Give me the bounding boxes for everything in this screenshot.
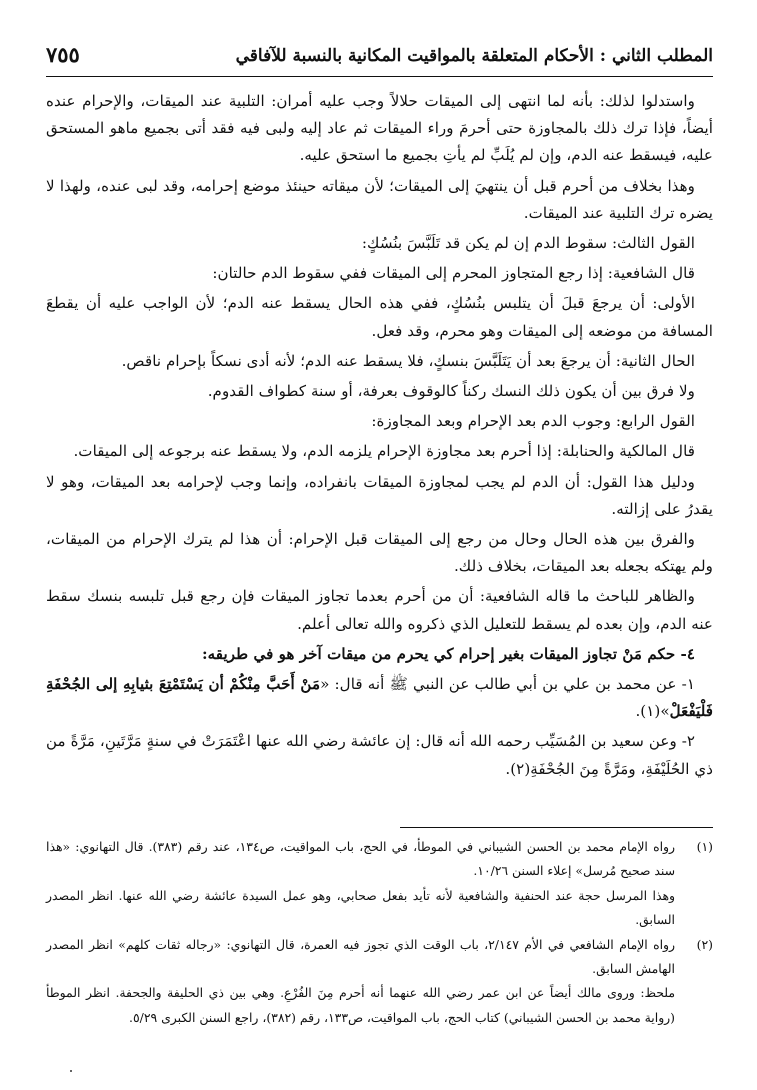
- footnote-text: [46, 933, 675, 1031]
- hadith-1: [46, 671, 713, 725]
- paragraph: والفرق بين هذه الحال وحال من رجع إلى الميقات قبل الإحرام: أن هذا لم يترك الإحرام من الميقات، ولم يهتكه بجعله بعد الميقات، بخلاف ذلك.: [46, 530, 713, 576]
- running-header: [46, 40, 713, 77]
- footnote-separator: [400, 827, 713, 828]
- footnote-1: [46, 835, 713, 933]
- footnote-number: (٢): [696, 936, 713, 952]
- paragraph: ودليل هذا القول: أن الدم لم يجب لمجاوزة الميقات بانفراده، وإنما وجب لإحرامه بعد الميقات، وهو لا يقدرُ على إزالته.: [46, 472, 713, 518]
- footnote-line: ملحظ: وروى مالك أيضاً عن ابن عمر رضي الله عنهما أنه أحرم مِنَ الفُرْعِ. وهي بين ذي الحليفة والجحفة. انظر الموطأ (رواية محمد بن الحسن الشيباني) كتاب الحج، باب المواقيت، ص١٣٣، رقم (٣٨٢)، راجع السنن الكبرى ٥/٢٩.: [46, 985, 675, 1025]
- footnote-line: رواه الإمام محمد بن الحسن الشيباني في الموطأ، في الحج، باب المواقيت، ص١٣٤، عند رقم (٣٨٣). قال التهانوي: «هذا سند صحيح مُرسل» إعلاء السنن ١٠/٢٦.: [46, 839, 675, 879]
- footnote-number: (١): [696, 839, 713, 854]
- paragraph: الأولى: أن يرجعَ قبلَ أن يتلبس بنُسُكٍ، ففي هذه الحال يسقط عنه الدم؛ لأن الواجب عليه أن يقطعَ المسافة من موضعه إلى الميقات وهو محرم، وقد فعل.: [46, 294, 713, 340]
- paragraph: القول الثالث: سقوط الدم إن لم يكن قد تَلَبَّسَ بنُسُكٍ:: [361, 234, 695, 253]
- hadith-2: ٢- وعن سعيد بن المُسَيِّب رحمه الله أنه قال: إن عائشة رضي الله عنها اعْتَمَرَتْ في سنةٍ مَرَّتَينِ، مَرَّةً من ذي الحُلَيْفَةِ، ومَرَّةً مِنَ الجُحْفَةِ(٢).: [46, 732, 713, 778]
- paragraph: قال المالكية والحنابلة: إذا أحرم بعد مجاوزة الإحرام يلزمه الدم، ولا يسقط عنه برجوعه إلى الميقات.: [73, 442, 695, 461]
- paragraph: واستدلوا لذلك: بأنه لما انتهى إلى الميقات حلالاً وجب عليه أمران: التلبية عند الميقات، والإحرام عنده أيضاً، فإذا ترك ذلك بالمجاوزة حتى أحرمَ وراء الميقات ثم عاد إليه ولبى فيه فقد أتى بجميع ماهو المستحق عليه، فيسقط عنه الدم، وإن لم يُلَبِّ لم يأتِ بجميع ما استحق عليه.: [46, 92, 713, 165]
- main-text: [46, 88, 713, 786]
- paragraph: والظاهر للباحث ما قاله الشافعية: أن من أحرم بعدما تجاوز الميقات فإن رجع قبل تلبسه بنسك سقط عنه الدم، وإن بعده لم يسقط للتعليل الذي ذكروه والله تعالى أعلم.: [46, 587, 713, 633]
- page-number: ٧٥٥: [46, 42, 80, 67]
- paragraph: قال الشافعية: إذا رجع المتجاوز المحرم إلى الميقات ففي سقوط الدم حالتان:: [212, 264, 695, 283]
- section-heading: ٤- حكم مَنْ تجاوز الميقات بغير إحرام كي يحرم من ميقات آخر هو في طريقه:: [202, 644, 695, 663]
- hadith-1-end: »(١).: [635, 702, 670, 721]
- paragraph: القول الرابع: وجوب الدم بعد الإحرام وبعد المجاوزة:: [371, 412, 695, 431]
- footnote-2: [46, 933, 713, 1031]
- footnote-line: رواه الإمام الشافعي في الأم ٢/١٤٧، باب الوقت الذي تجوز فيه العمرة، قال التهانوي: «رجاله ثقات كلهم» انظر المصدر الهامش السابق.: [46, 936, 675, 977]
- paragraph: وهذا بخلاف من أحرم قبل أن ينتهيَ إلى الميقات؛ لأن ميقاته حينئذ موضع إحرامه، وقد لبى عنده، ولهذا لا يضره ترك التلبية عند الميقات.: [46, 176, 713, 222]
- paragraph: ولا فرق بين أن يكون ذلك النسك ركناً كالوقوف بعرفة، أو سنة كطواف القدوم.: [207, 382, 695, 401]
- hadith-1-intro: ١- عن محمد بن علي بن أبي طالب عن النبي ﷺ أنه قال: «: [320, 675, 695, 694]
- footnotes: [46, 835, 713, 1030]
- footnote-line: وهذا المرسل حجة عند الحنفية والشافعية لأنه تأيد بفعل صحابي، وهو عمل السيدة عائشة رضي الله عنها. انظر المصدر السابق.: [46, 887, 675, 928]
- paragraph: الحال الثانية: أن يرجعَ بعد أن يَتَلَبَّسَ بنسكٍ، فلا يسقط عنه الدم؛ لأنه أدى نسكاً بإحرام ناقص.: [121, 351, 695, 370]
- footnote-text: [46, 835, 675, 933]
- header-title: المطلب الثاني : الأحكام المتعلقة بالمواقيت المكانية بالنسبة للآفاقي: [235, 46, 713, 66]
- print-speck: [70, 1070, 72, 1072]
- hadith-1-quote: مَنْ أَحَبَّ مِنْكُمْ أن يَسْتَمْتِعَ بثيابِهِ إلى الجُحْفَةِ فَلْيَفْعَلْ: [46, 675, 713, 721]
